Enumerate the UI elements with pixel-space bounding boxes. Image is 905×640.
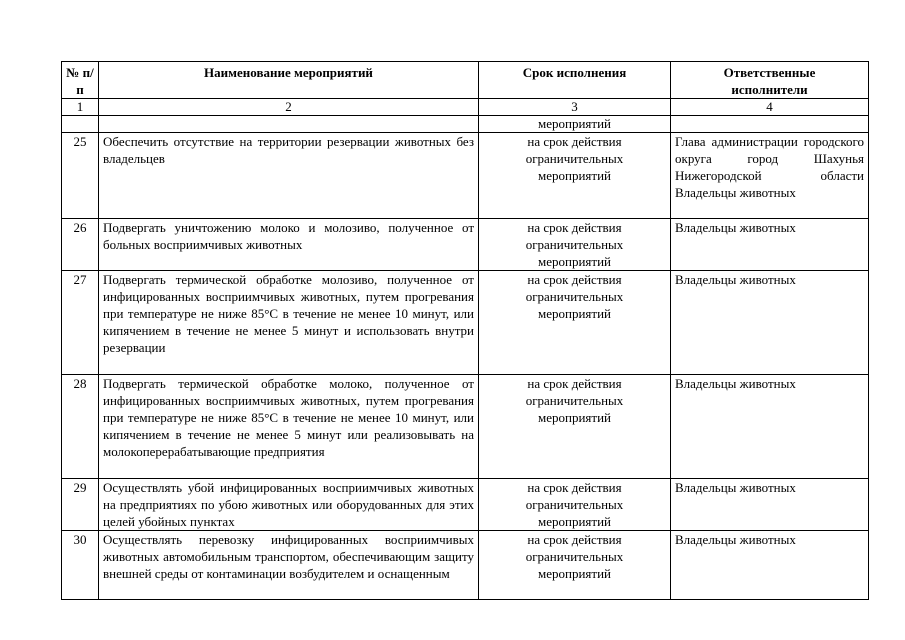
row-num — [62, 116, 99, 133]
row-term: на срок действия ограничительных мероприятий — [479, 479, 671, 531]
column-number: 4 — [671, 99, 869, 116]
row-term: на срок действия ограничительных мероприятий — [479, 375, 671, 479]
header-num: № п/п — [62, 62, 99, 99]
row-name — [99, 116, 479, 133]
row-name: Подвергать термической обработке молоко, полученное от инфицированных восприимчивых животных, путем прогревания при температуре не ниже 85°С в течение не менее 10 минут, или кипячением в течение не менее 5 минут или реализовывать на молокоперерабатывающие предприятия — [99, 375, 479, 479]
row-num: 28 — [62, 375, 99, 479]
row-name: Подвергать уничтожению молоко и молозиво, полученное от больных восприимчивых животных — [99, 219, 479, 271]
row-term: на срок действия ограничительных мероприятий — [479, 219, 671, 271]
table-row — [62, 133, 869, 219]
row-num: 27 — [62, 271, 99, 375]
row-term: на срок действия ограничительных мероприятий — [479, 133, 671, 219]
row-resp: Владельцы животных — [671, 531, 869, 600]
row-name: Осуществлять перевозку инфицированных восприимчивых животных автомобильным транспортом, обеспечивающим защиту внешней среды от контаминации возбудителем и оснащенным — [99, 531, 479, 600]
column-number: 3 — [479, 99, 671, 116]
row-num: 29 — [62, 479, 99, 531]
header-name: Наименование мероприятий — [99, 62, 479, 99]
header-row — [62, 62, 869, 99]
row-num: 30 — [62, 531, 99, 600]
document-page — [61, 61, 868, 600]
column-number: 2 — [99, 99, 479, 116]
table-row — [62, 219, 869, 271]
row-name: Подвергать термической обработке молозиво, полученное от инфицированных восприимчивых животных, путем прогревания при температуре не ниже 85°С в течение не менее 10 минут, или кипячением в течение не менее 5 минут и использовать внутри резервации — [99, 271, 479, 375]
row-resp: Владельцы животных — [671, 271, 869, 375]
row-term: на срок действия ограничительных мероприятий — [479, 271, 671, 375]
row-term: мероприятий — [479, 116, 671, 133]
row-term: на срок действия ограничительных мероприятий — [479, 531, 671, 600]
table-row — [62, 375, 869, 479]
row-resp: Владельцы животных — [671, 375, 869, 479]
table-row — [62, 271, 869, 375]
column-numbers-row — [62, 99, 869, 116]
continuation-row — [62, 116, 869, 133]
column-number: 1 — [62, 99, 99, 116]
row-resp: Владельцы животных — [671, 479, 869, 531]
measures-table — [61, 61, 869, 600]
table-row — [62, 479, 869, 531]
header-term: Срок исполнения — [479, 62, 671, 99]
row-num: 26 — [62, 219, 99, 271]
header-resp: Ответственные исполнители — [671, 62, 869, 99]
row-resp: Глава администрации городского округа город Шахунья Нижегородской области Владельцы животных — [671, 133, 869, 219]
row-num: 25 — [62, 133, 99, 219]
row-name: Осуществлять убой инфицированных восприимчивых животных на предприятиях по убою животных или оборудованных для этих целей убойных пунктах — [99, 479, 479, 531]
table-row — [62, 531, 869, 600]
row-resp — [671, 116, 869, 133]
row-name: Обеспечить отсутствие на территории резервации животных без владельцев — [99, 133, 479, 219]
row-resp: Владельцы животных — [671, 219, 869, 271]
